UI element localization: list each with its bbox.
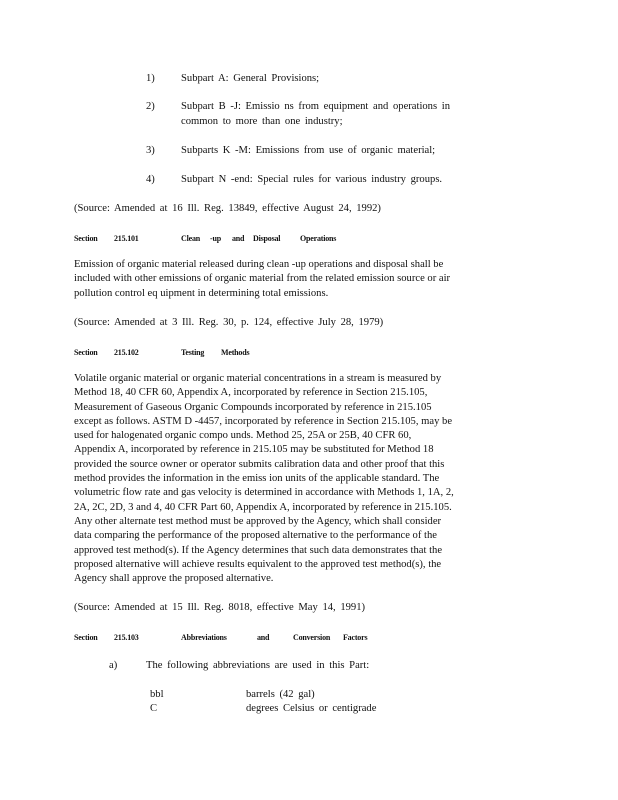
item-text: The following abbreviations are used in this Part: [146, 660, 370, 671]
list-item-text: Subparts K -M: Emissions from use of organic material; [181, 145, 436, 156]
list-item-text: common to more than one industry; [181, 116, 343, 127]
abbreviation-term: bbl [150, 689, 164, 700]
section-title: Conversion [293, 633, 331, 642]
paragraph-line: pollution control eq uipment in determining total emissions. [74, 287, 329, 299]
abbreviation-meaning: barrels (42 gal) [246, 689, 315, 700]
section-number: 215.101 [114, 234, 139, 243]
section-title: Abbreviations [181, 633, 227, 642]
paragraph-line: volumetric flow rate and gas velocity is determined in accordance with Methods 1, 1A, 2, [74, 487, 454, 499]
section-label: Section [74, 633, 98, 642]
abbreviation-term: C [150, 703, 158, 714]
paragraph-line: Appendix A, incorporated by reference in 215.105 may be substituted for Method 18 [74, 444, 434, 456]
paragraph-line: used for halogenated organic compo unds. Method 25, 25A or 25B, 40 CFR 60, [74, 430, 412, 442]
section-title: Methods [221, 348, 250, 357]
paragraph-line: Agency shall approve the proposed alternative. [74, 573, 274, 585]
source-note: (Source: Amended at 3 Ill. Reg. 30, p. 124, effective July 28, 1979) [74, 317, 384, 328]
section-title: and [232, 234, 245, 243]
source-note: (Source: Amended at 16 Ill. Reg. 13849, effective August 24, 1992) [74, 203, 381, 214]
paragraph-line: Method 18, 40 CFR 60, Appendix A, incorporated by reference in Section 215.105, [74, 387, 428, 399]
list-number: 1) [146, 73, 155, 84]
section-title: and [257, 633, 270, 642]
section-number: 215.102 [114, 348, 139, 357]
paragraph-line: data comparing the performance of the proposed alternative to the performance of the [74, 530, 437, 542]
section-number: 215.103 [114, 633, 139, 642]
paragraph-line: provided the source owner or operator submits calibration data and other proof that this [74, 458, 445, 470]
paragraph-line: approved test method(s). If the Agency determines that such data demonstrates that the [74, 544, 443, 556]
section-title: -up [210, 234, 221, 243]
abbreviation-meaning: degrees Celsius or centigrade [246, 703, 377, 714]
paragraph-line: included with other emissions of organic material from the related emission source or air [74, 273, 451, 285]
section-title: Factors [343, 633, 368, 642]
section-title: Operations [300, 234, 337, 243]
source-note: (Source: Amended at 15 Ill. Reg. 8018, effective May 14, 1991) [74, 602, 366, 613]
section-label: Section [74, 234, 98, 243]
list-number: 2) [146, 101, 155, 112]
paragraph-line: Emission of organic material released during clean -up operations and disposal shall be [74, 259, 444, 270]
list-item-text: Subpart A: General Provisions; [181, 73, 320, 84]
section-title: Disposal [253, 234, 281, 243]
section-title: Clean [181, 234, 201, 243]
section-paragraph [74, 258, 450, 301]
paragraph-line: 2A, 2C, 2D, 3 and 4, 40 CFR Part 60, Appendix A, incorporated by reference in 215.105. [74, 501, 452, 513]
item-label: a) [109, 660, 118, 671]
list-number: 3) [146, 145, 155, 156]
paragraph-line: proposed alternative will achieve results equivalent to the approved test method(s), the [74, 558, 442, 570]
paragraph-line: except as follows. ASTM D -4457, incorporated by reference in Section 215.105, may be [74, 415, 453, 427]
section-title: Testing [181, 348, 205, 357]
paragraph-line: Measurement of Gaseous Organic Compounds incorporated by reference in 215.105 [74, 401, 432, 413]
list-number: 4) [146, 174, 155, 185]
list-item-text: Subpart N -end: Special rules for various industry groups. [181, 174, 443, 185]
paragraph-line: Any other alternate test method must be approved by the Agency, which shall consider [74, 515, 442, 527]
paragraph-line: method provides the information in the emiss ion units of the applicable standard. The [74, 473, 440, 485]
section-label: Section [74, 348, 98, 357]
list-item-text: Subpart B -J: Emissio ns from equipment and operations in [181, 101, 450, 112]
section-paragraph [74, 372, 454, 586]
paragraph-line: Volatile organic material or organic material concentrations in a stream is measured by [74, 373, 442, 384]
